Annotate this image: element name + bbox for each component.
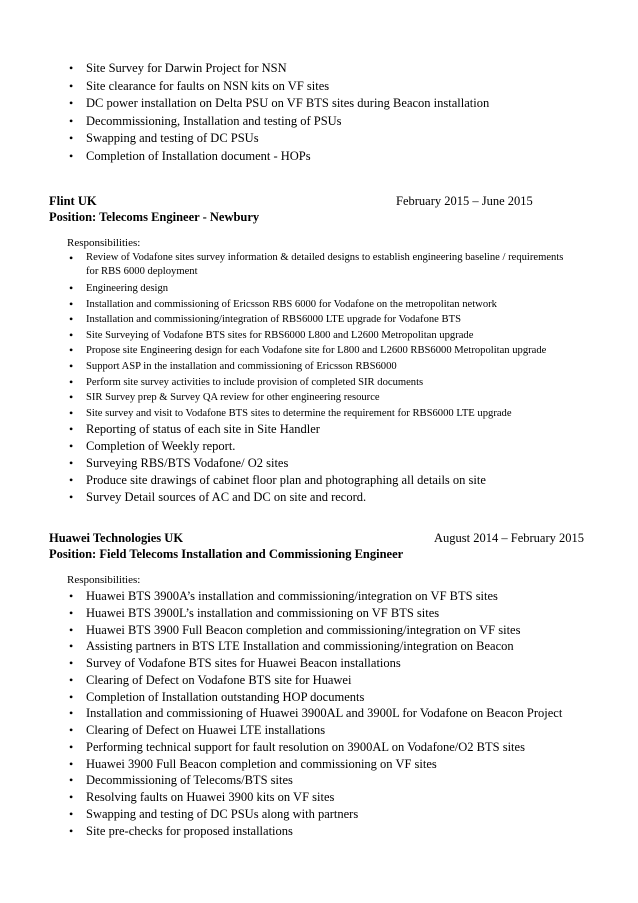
huawei-responsibilities-label: Responsibilities:: [67, 574, 141, 586]
huawei-responsibilities-list: [67, 588, 562, 839]
list-item: • Decommissioning, Installation and testing of PSUs: [67, 113, 489, 131]
list-item: • DC power installation on Delta PSU on VF BTS sites during Beacon installation: [67, 95, 489, 113]
bullet-icon: •: [69, 605, 74, 620]
bullet-icon: •: [69, 343, 74, 358]
bullet-icon: •: [69, 422, 74, 437]
bullet-icon: •: [69, 96, 74, 111]
bullet-icon: •: [69, 61, 74, 75]
list-item: • Support ASP in the installation and commissioning of Ericsson RBS6000: [69, 358, 397, 373]
list-item: • Assisting partners in BTS LTE Installation and commissioning/integration on Beacon: [69, 639, 514, 654]
list-item: • Completion of Installation outstanding HOP documents: [69, 689, 365, 704]
bullet-icon: •: [69, 773, 74, 788]
flint-dates: February 2015 – June 2015: [396, 194, 533, 208]
bullet-icon: •: [69, 296, 74, 311]
bullet-icon: •: [69, 327, 74, 342]
list-item: • Huawei BTS 3900A’s installation and commissioning/integration on VF BTS sites: [69, 589, 498, 603]
bullet-icon: •: [69, 622, 74, 637]
list-item: • Installation and commissioning of Ericsson RBS 6000 for Vodafone on the metropolitan network: [69, 296, 497, 311]
bullet-icon: •: [69, 823, 74, 838]
bullet-icon: •: [69, 358, 74, 373]
bullet-icon: •: [69, 281, 74, 295]
list-item: • Installation and commissioning/integration of RBS6000 LTE upgrade for Vodafone BTS: [69, 312, 461, 327]
bullet-icon: •: [69, 131, 74, 146]
list-item: • Site Surveying of Vodafone BTS sites for RBS6000 L800 and L2600 Metropolitan upgrade: [69, 327, 474, 342]
bullet-icon: •: [69, 639, 74, 654]
list-item: • Completion of Installation document - HOPs: [67, 148, 489, 166]
list-item: • SIR Survey prep & Survey QA review for other engineering resource: [69, 390, 380, 405]
list-item: • Swapping and testing of DC PSUs along with partners: [69, 806, 359, 821]
top-bullet-list: [67, 60, 489, 166]
bullet-icon: •: [69, 689, 74, 704]
bullet-icon: •: [69, 723, 74, 737]
bullet-icon: •: [69, 790, 74, 804]
list-item: • Perform site survey activities to include provision of completed SIR documents: [69, 374, 424, 389]
list-item: • Decommissioning of Telecoms/BTS sites: [69, 773, 293, 788]
bullet-icon: •: [69, 756, 74, 771]
bullet-icon: •: [69, 148, 74, 163]
bullet-icon: •: [69, 806, 74, 821]
list-item: • Engineering design: [69, 281, 169, 295]
list-item: • Huawei BTS 3900L’s installation and commissioning on VF BTS sites: [69, 605, 440, 620]
bullet-icon: •: [69, 439, 74, 454]
bullet-icon: •: [69, 490, 74, 505]
flint-responsibilities-label: Responsibilities:: [67, 237, 141, 249]
bullet-icon: •: [69, 78, 74, 93]
list-item: • Site survey and visit to Vodafone BTS sites to determine the requirement for RBS6000 LTE upgrade: [69, 405, 512, 420]
bullet-icon: •: [69, 456, 74, 471]
flint-position: Position: Telecoms Engineer - Newbury: [49, 210, 260, 224]
bullet-icon: •: [69, 390, 74, 405]
huawei-dates: August 2014 – February 2015: [434, 531, 584, 545]
bullet-icon: •: [69, 589, 74, 603]
bullet-icon: •: [69, 672, 74, 687]
bullet-icon: •: [69, 706, 74, 721]
list-item: • Completion of Weekly report.: [69, 439, 236, 454]
list-item: • Huawei 3900 Full Beacon completion and commissioning on VF sites: [69, 756, 437, 771]
bullet-icon: •: [69, 251, 74, 265]
list-item: • Performing technical support for fault resolution on 3900AL on Vodafone/O2 BTS sites: [69, 739, 525, 754]
list-item: • Installation and commissioning of Huawei 3900AL and 3900L for Vodafone on Beacon Project: [69, 706, 563, 721]
huawei-position: Position: Field Telecoms Installation and Commissioning Engineer: [49, 547, 404, 561]
list-item: • Surveying RBS/BTS Vodafone/ O2 sites: [69, 456, 289, 471]
list-item: • Reporting of status of each site in Site Handler: [69, 422, 320, 437]
flint-responsibilities-list: [67, 251, 566, 506]
bullet-icon: •: [69, 473, 74, 488]
list-item: • Site clearance for faults on NSN kits on VF sites: [67, 78, 489, 96]
list-item: • Clearing of Defect on Vodafone BTS site for Huawei: [69, 672, 352, 687]
list-item: • Swapping and testing of DC PSUs: [67, 130, 489, 148]
list-item: • Clearing of Defect on Huawei LTE installations: [69, 723, 326, 737]
list-item: • Resolving faults on Huawei 3900 kits on VF sites: [69, 790, 335, 804]
bullet-icon: •: [69, 113, 74, 128]
list-item: • Huawei BTS 3900 Full Beacon completion and commissioning/integration on VF sites: [69, 622, 521, 637]
flint-company-name: Flint UK: [49, 194, 97, 208]
list-item: • Site Survey for Darwin Project for NSN: [67, 60, 489, 78]
list-item: • Propose site Engineering design for each Vodafone site for L800 and L2600 RBS6000 Metropolitan upgrade: [69, 343, 547, 358]
bullet-icon: •: [69, 312, 74, 327]
list-item: • Survey Detail sources of AC and DC on site and record.: [69, 490, 367, 505]
list-item: • Produce site drawings of cabinet floor plan and photographing all details on site: [69, 473, 486, 488]
bullet-icon: •: [69, 374, 74, 389]
list-item: • Review of Vodafone sites survey information & detailed designs to establish engineering baseline / requirements for RBS 6000 deployment: [69, 251, 564, 277]
huawei-company-name: Huawei Technologies UK: [49, 531, 184, 545]
list-item: • Survey of Vodafone BTS sites for Huawei Beacon installations: [69, 656, 401, 670]
bullet-icon: •: [69, 405, 74, 420]
bullet-icon: •: [69, 739, 74, 754]
list-item: • Site pre-checks for proposed installations: [69, 823, 293, 838]
bullet-icon: •: [69, 656, 74, 670]
